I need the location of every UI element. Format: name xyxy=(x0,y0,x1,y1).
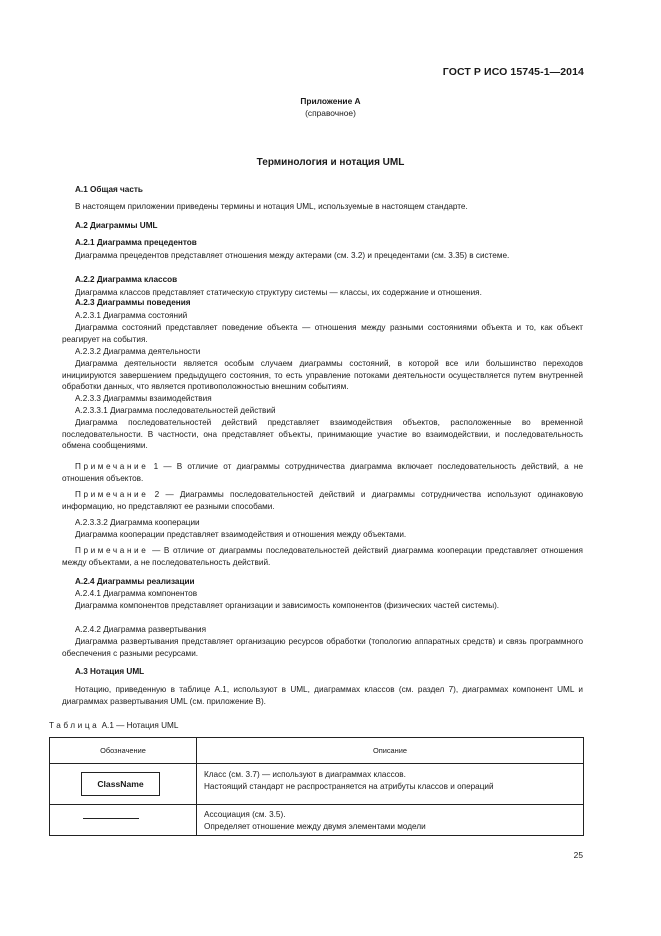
class-description-cell xyxy=(197,764,584,805)
text-a1: В настоящем приложении приведены термины и нотация UML, используемые в настоящем стандарте. xyxy=(75,202,468,211)
note-2 xyxy=(62,489,583,512)
class-description-line-2: Настоящий стандарт не распространяется на атрибуты классов и операций xyxy=(204,781,494,791)
column-header-symbol: Обозначение xyxy=(50,738,197,764)
heading-a231: А.2.3.1 Диаграмма состояний xyxy=(75,311,188,320)
class-notation-box: ClassName xyxy=(81,772,160,796)
note-3-label: Примечание xyxy=(75,546,149,555)
notation-table xyxy=(49,737,584,836)
text-a3: Нотацию, приведенную в таблице А.1, используют в UML, диаграммах классов (см. раздел 7), диаграммах компонент UML и диаграммах развертывания UML (см. приложение В). xyxy=(62,685,583,706)
annex-subtitle: (справочное) xyxy=(305,108,356,118)
page-number: 25 xyxy=(573,850,583,860)
heading-a1: А.1 Общая часть xyxy=(75,185,143,194)
table-row xyxy=(50,805,584,836)
table-caption-label: Таблица xyxy=(49,721,100,730)
text-a242: Диаграмма развертывания представляет организацию ресурсов обработки (топологию аппаратных средств) и связь программного обеспечения с разными ресурсами. xyxy=(62,637,583,658)
main-title: Терминология и нотация UML xyxy=(256,157,405,168)
table-caption-text: А.1 — Нотация UML xyxy=(99,721,179,730)
note-2-label: Примечание xyxy=(75,490,149,499)
heading-a232: А.2.3.2 Диаграмма деятельности xyxy=(75,347,201,356)
heading-a22: А.2.2 Диаграмма классов xyxy=(75,275,178,284)
note-3-text: — В отличие от диаграммы последовательностей действий диаграмма кооперации представляет отношения между объектами, а не последовательность действий. xyxy=(62,546,583,567)
association-line xyxy=(83,818,139,819)
heading-a2332: А.2.3.3.2 Диаграмма кооперации xyxy=(75,518,200,527)
text-a241: Диаграмма компонентов представляет организации и зависимость компонентов (физических частей системы). xyxy=(75,601,500,610)
association-symbol-cell xyxy=(50,805,197,836)
heading-a241: А.2.4.1 Диаграмма компонентов xyxy=(75,589,198,598)
note-3 xyxy=(62,545,583,568)
table-row xyxy=(50,764,584,805)
heading-a2331: А.2.3.3.1 Диаграмма последовательностей действий xyxy=(75,406,276,415)
text-a22: Диаграмма классов представляет статическую структуру системы — классы, их содержание и отношения. xyxy=(75,288,482,297)
association-description-line-2: Определяет отношение между двумя элементами модели xyxy=(204,821,426,831)
association-description-cell xyxy=(197,805,584,836)
association-description-line-1: Ассоциация (см. 3.5). xyxy=(204,810,286,819)
heading-a21: А.2.1 Диаграмма прецедентов xyxy=(75,238,197,247)
text-a231: Диаграмма состояний представляет поведение объекта — отношения между разными состояниями объекта и то, как объект реагирует на события. xyxy=(62,323,583,344)
annex-title: Приложение А xyxy=(300,96,361,106)
table-header-row xyxy=(50,738,584,764)
heading-a242: А.2.4.2 Диаграмма развертывания xyxy=(75,625,206,634)
column-header-description: Описание xyxy=(197,738,584,764)
heading-a24: А.2.4 Диаграммы реализации xyxy=(75,577,195,586)
heading-a2: А.2 Диаграммы UML xyxy=(75,221,158,230)
text-a2332: Диаграмма кооперации представляет взаимодействия и отношения между объектами. xyxy=(75,530,407,539)
class-symbol-cell xyxy=(50,764,197,805)
heading-a233: А.2.3.3 Диаграммы взаимодействия xyxy=(75,394,212,403)
note-2-text: 2 — Диаграммы последовательностей действий и диаграммы сотрудничества используют одинаковую информацию, но представляют ее разными способами. xyxy=(62,490,583,511)
text-a232: Диаграмма деятельности является особым случаем диаграммы состояний, в которой все или большинство переходов инициируются завершением предыдущего состояния, то есть управление потоками деятельности осуществляется путем внутренней обработки данных, что является противоположностью внешним событиям. xyxy=(62,359,583,392)
association-description xyxy=(197,805,583,832)
text-a21: Диаграмма прецедентов представляет отношения между актерами (см. 3.2) и прецедентами (см. 3.35) в системе. xyxy=(75,251,510,260)
table-caption xyxy=(49,721,178,730)
class-description xyxy=(197,764,583,792)
note-1 xyxy=(62,461,583,484)
text-a2331: Диаграмма последовательностей действий представляет взаимодействия объектов, расположенные во временной последовательности. В частности, она представляет объекты, принимающие участие во взаимодействии, и последовательность обмена сообщениями. xyxy=(62,418,583,451)
heading-a23: А.2.3 Диаграммы поведения xyxy=(75,298,191,307)
heading-a3: А.3 Нотация UML xyxy=(75,667,145,676)
standard-id: ГОСТ Р ИСО 15745-1—2014 xyxy=(442,66,584,78)
class-description-line-1: Класс (см. 3.7) — используют в диаграммах классов. xyxy=(204,770,406,779)
note-1-label: Примечание xyxy=(75,462,149,471)
note-1-text: 1 — В отличие от диаграммы сотрудничества диаграмма включает последовательность действий, а не отношения объектов. xyxy=(62,462,583,483)
